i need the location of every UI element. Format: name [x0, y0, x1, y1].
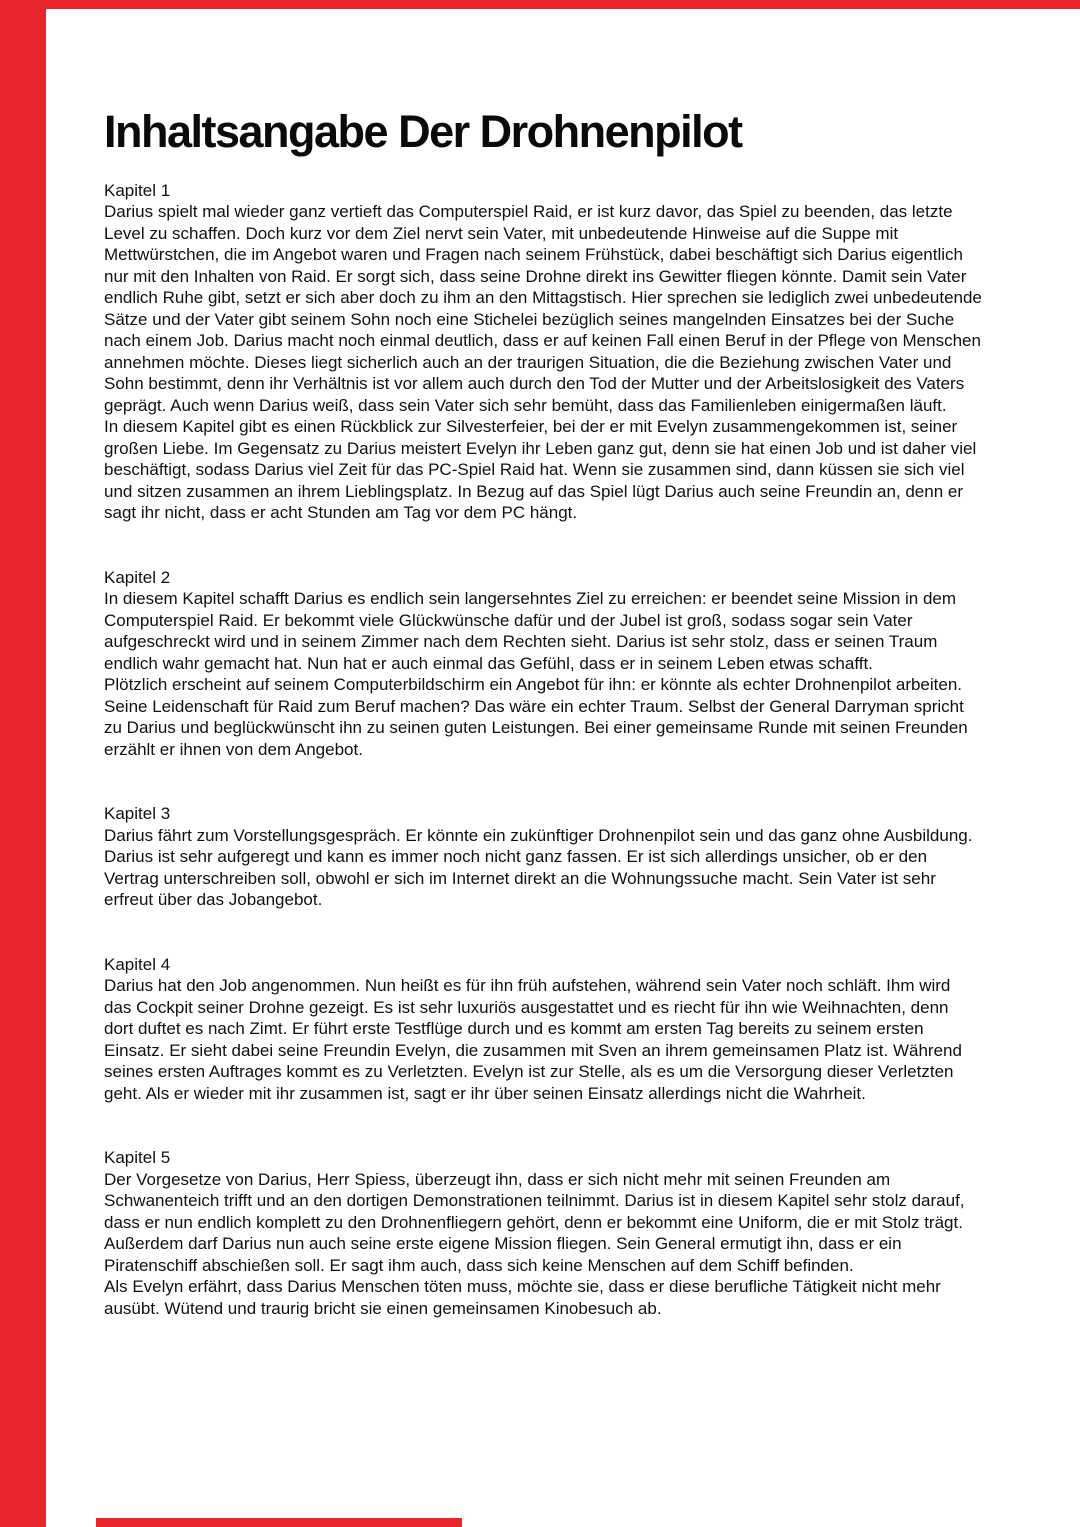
document-sections: [104, 180, 982, 1320]
bottom-border-decoration: [96, 1518, 462, 1527]
chapter-section: [104, 803, 982, 911]
document-content: [104, 106, 982, 1319]
chapter-heading: Kapitel 3: [104, 804, 171, 824]
chapter-section: [104, 180, 982, 524]
left-border-decoration: [0, 0, 46, 1527]
chapter-paragraph: Der Vorgesetze von Darius, Herr Spiess, überzeugt ihn, dass er sich nicht mehr mit seinen Freunden am Schwanenteich trifft und an den dortigen Demonstrationen teilnimmt. Darius ist in diesem Kapitel sehr stolz darauf, dass er nun endlich komplett zu den Drohnenfliegern gehört, denn er bekommt eine Uniform, die er mit Stolz trägt. Außerdem darf Darius nun auch seine erste eigene Mission fliegen. Sein General ermutigt ihn, dass er ein Piratenschiff abschießen soll. Er sagt ihm auch, dass sich keine Menschen auf dem Schiff befinden.: [104, 1169, 965, 1275]
chapter-paragraph: Darius hat den Job angenommen. Nun heißt es für ihn früh aufstehen, während sein Vater noch schläft. Ihm wird das Cockpit seiner Drohne gezeigt. Es ist sehr luxuriös ausgestattet und es riecht für ihn wie Weihnachten, denn dort duftet es nach Zimt. Er führt erste Testflüge durch und es kommt am ersten Tag bereits zu seinem ersten Einsatz. Er sieht dabei seine Freundin Evelyn, die zusammen mit Sven an ihrem gemeinsamen Platz ist. Während seines ersten Auftrages kommt es zu Verletzten. Evelyn ist zur Stelle, als es um die Versorgung dieser Verletzten geht. Als er wieder mit ihr zusammen ist, sagt er ihr über seinen Einsatz allerdings nicht die Wahrheit.: [104, 976, 962, 1103]
chapter-section: [104, 1147, 982, 1319]
top-border-decoration: [0, 0, 1080, 9]
chapter-paragraph: Plötzlich erscheint auf seinem Computerbildschirm ein Angebot für ihn: er könnte als echter Drohnenpilot arbeiten. Seine Leidenschaft für Raid zum Beruf machen? Das wäre ein echter Traum. Selbst der General Darryman spricht zu Darius und beglückwünscht ihn zu seinen guten Leistungen. Bei einer gemeinsame Runde mit seinen Freunden erzählt er ihnen von dem Angebot.: [104, 675, 968, 759]
chapter-paragraph: Darius spielt mal wieder ganz vertieft das Computerspiel Raid, er ist kurz davor, das Spiel zu beenden, das letzte Level zu schaffen. Doch kurz vor dem Ziel nervt sein Vater, mit unbedeutende Hinweise auf die Suppe mit Mettwürstchen, die im Angebot waren und Fragen nach seinem Frühstück, dabei beschäftigt sich Darius eigentlich nur mit den Inhalten von Raid. Er sorgt sich, dass seine Drohne direkt ins Gewitter fliegen könnte. Damit sein Vater endlich Ruhe gibt, setzt er sich aber doch zu ihm an den Mittagstisch. Hier sprechen sie lediglich zwei unbedeutende Sätze und der Vater gibt seinem Sohn noch eine Stichelei bezüglich seines mangelnden Einsatzes bei der Suche nach einem Job. Darius macht noch einmal deutlich, dass er auf keinen Fall einen Beruf in der Pflege von Menschen annehmen möchte. Dieses liegt sicherlich auch an der traurigen Situation, die die Beziehung zwischen Vater und Sohn bestimmt, denn ihr Verhältnis ist vor allem auch durch den Tod der Mutter und der Arbeitslosigkeit des Vaters geprägt. Auch wenn Darius weiß, dass sein Vater sich sehr bemüht, dass das Familienleben einigermaßen läuft.: [104, 202, 982, 415]
chapter-section: [104, 954, 982, 1105]
chapter-heading: Kapitel 4: [104, 954, 171, 974]
chapter-heading: Kapitel 2: [104, 567, 171, 587]
chapter-paragraph: Darius fährt zum Vorstellungsgespräch. Er könnte ein zukünftiger Drohnenpilot sein und das ganz ohne Ausbildung. Darius ist sehr aufgeregt und kann es immer noch nicht ganz fassen. Er ist sich allerdings unsicher, ob er den Vertrag unterschreiben soll, obwohl er sich im Internet direkt an die Wohnungssuche macht. Sein Vater ist sehr erfreut über das Jobangebot.: [104, 825, 973, 910]
chapter-paragraph: Als Evelyn erfährt, dass Darius Menschen töten muss, möchte sie, dass er diese berufliche Tätigkeit nicht mehr ausübt. Wütend und traurig bricht sie einen gemeinsamen Kinobesuch ab.: [104, 1277, 941, 1318]
page-title: Inhaltsangabe Der Drohnenpilot: [104, 106, 742, 157]
chapter-section: [104, 567, 982, 761]
chapter-heading: Kapitel 1: [104, 180, 171, 200]
chapter-paragraph: In diesem Kapitel schafft Darius es endlich sein langersehntes Ziel zu erreichen: er beendet seine Mission in dem Computerspiel Raid. Er bekommt viele Glückwünsche dafür und der Jubel ist groß, sodass sogar sein Vater aufgeschreckt wird und in seinem Zimmer nach dem Rechten sieht. Darius ist sehr stolz, dass er seinen Traum endlich wahr gemacht hat. Nun hat er auch einmal das Gefühl, dass er in seinem Leben etwas schafft.: [104, 589, 957, 673]
chapter-paragraph: In diesem Kapitel gibt es einen Rückblick zur Silvesterfeier, bei der er mit Evelyn zusammengekommen ist, seiner großen Liebe. Im Gegensatz zu Darius meistert Evelyn ihr Leben ganz gut, denn sie hat einen Job und ist daher viel beschäftigt, sodass Darius viel Zeit für das PC-Spiel Raid hat. Wenn sie zusammen sind, dann küssen sie sich viel und sitzen zusammen an ihrem Lieblingsplatz. In Bezug auf das Spiel lügt Darius auch seine Freundin an, denn er sagt ihr nicht, dass er acht Stunden am Tag vor dem PC hängt.: [104, 417, 977, 523]
chapter-heading: Kapitel 5: [104, 1148, 171, 1168]
